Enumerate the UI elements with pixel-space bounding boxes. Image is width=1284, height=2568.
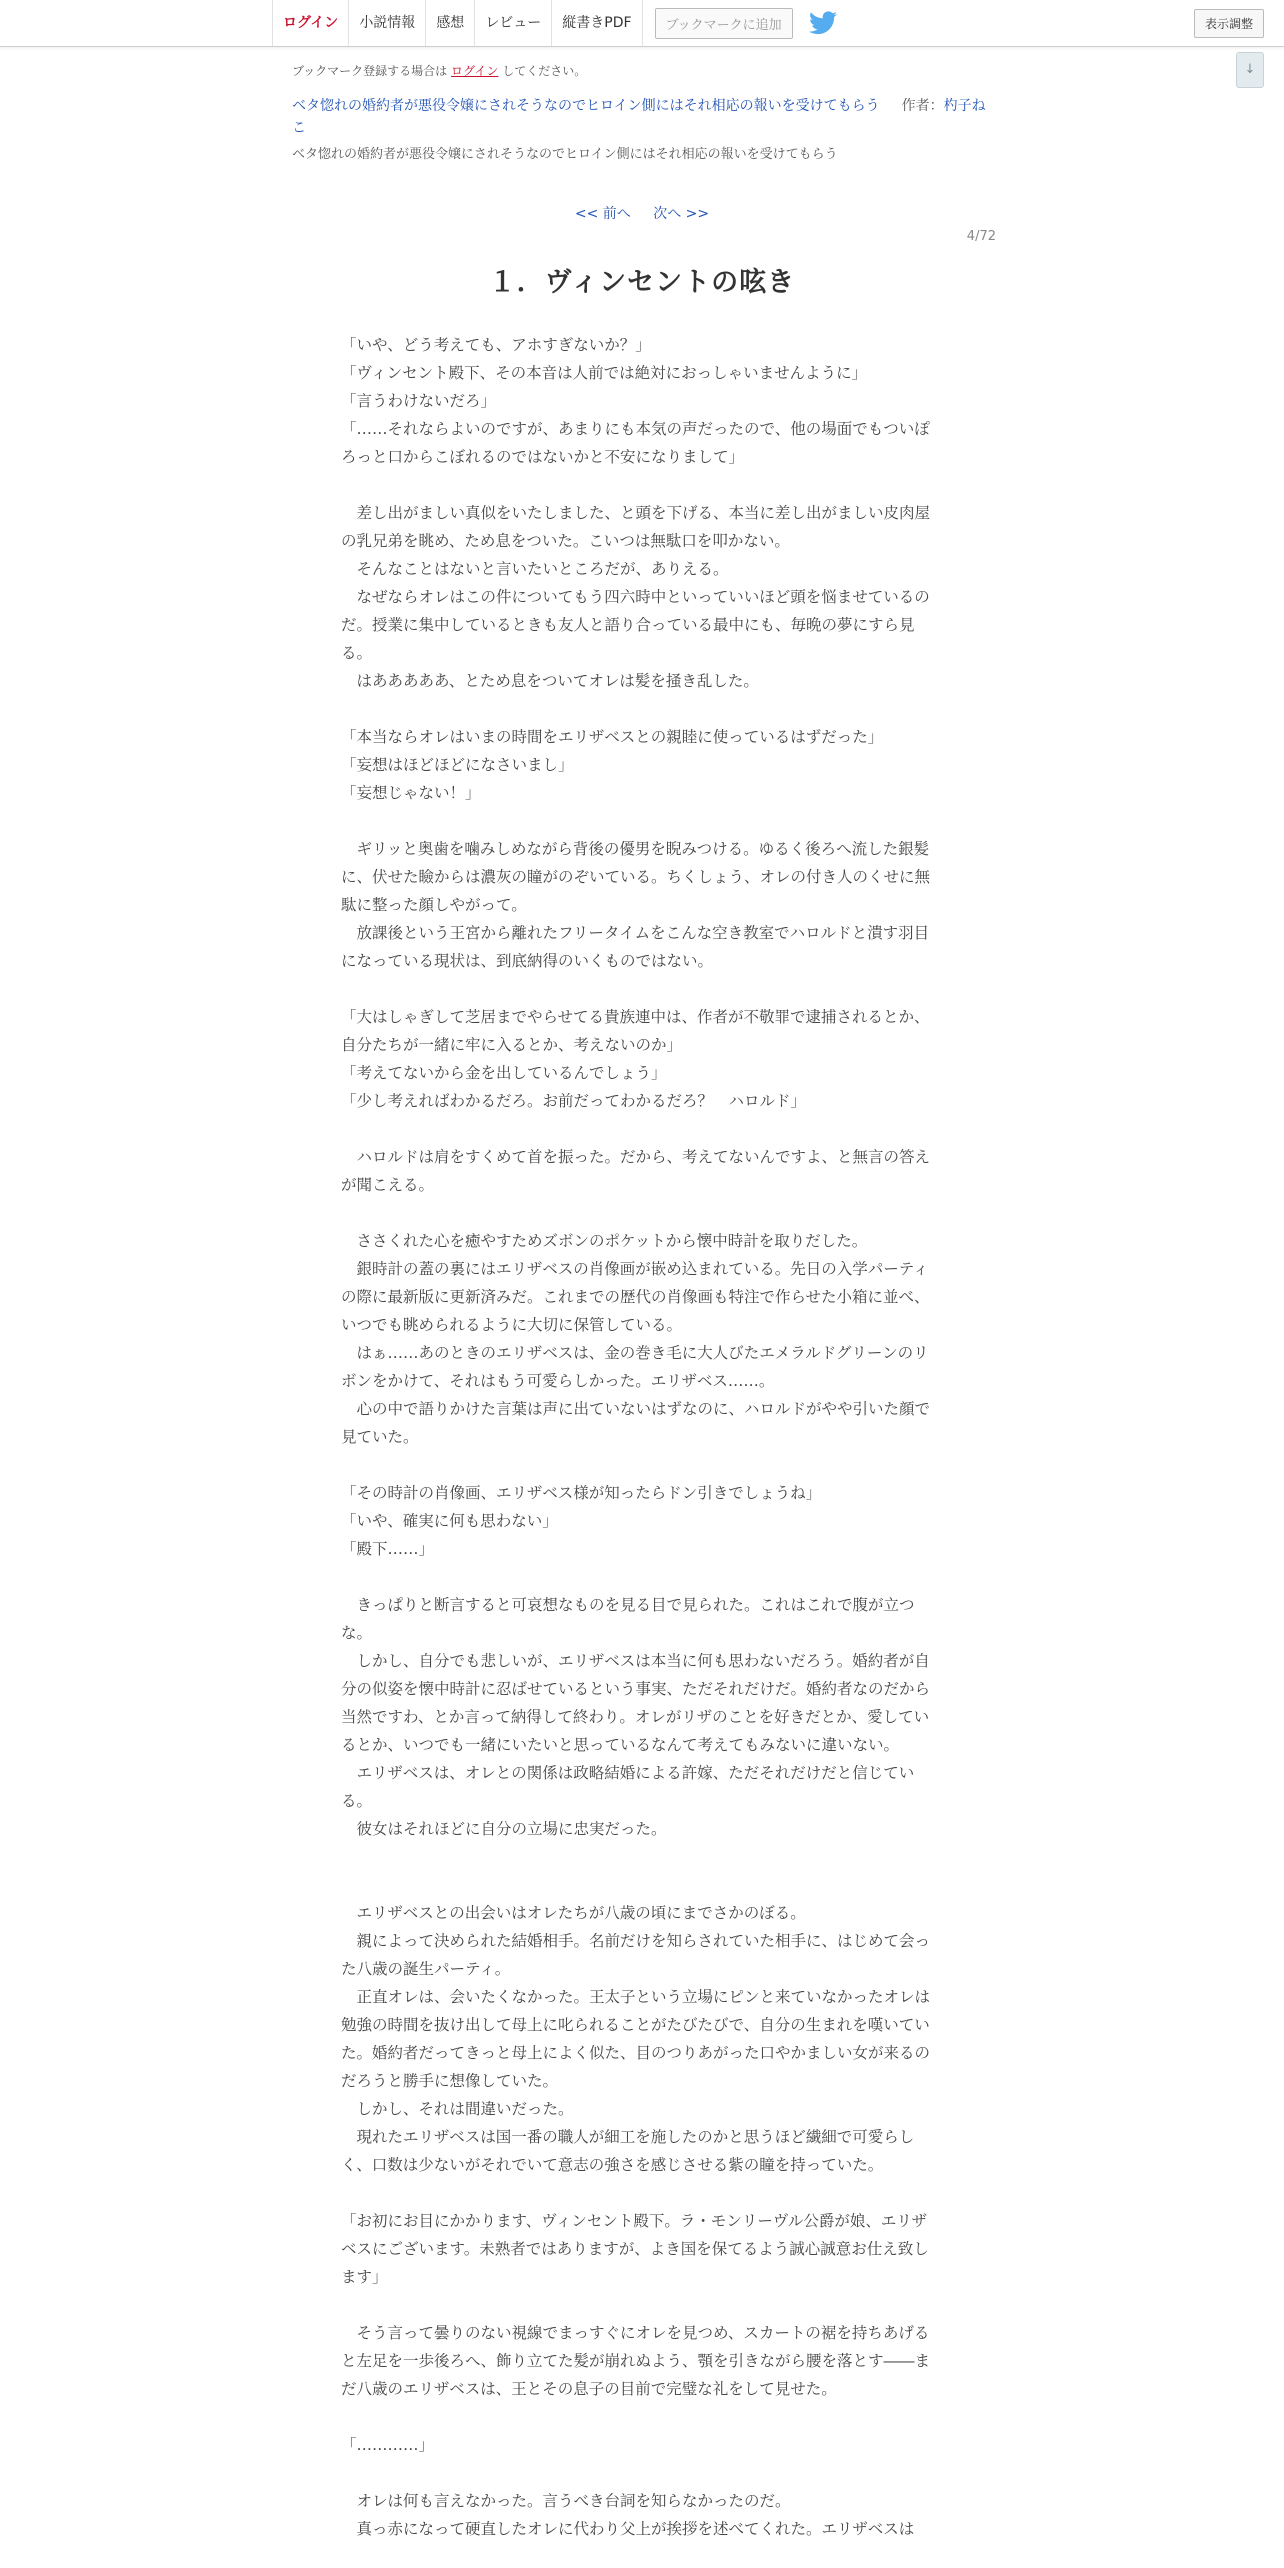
chapter-title: １．ヴィンセントの呟き [488, 267, 796, 298]
novel-title-link[interactable]: ベタ惚れの婚約者が悪役令嬢にされそうなのでヒロイン側にはそれ相応の報いを受けてもらう [292, 98, 880, 114]
bookmark-notice-login-link[interactable]: ログイン [451, 64, 499, 78]
body-paragraph [341, 807, 937, 835]
body-paragraph [341, 2291, 937, 2319]
body-paragraph: 親によって決められた結婚相手。名前だけを知らされていた相手に、はじめて会った八歳の誕生パーティ。 [341, 1932, 931, 1978]
body-paragraph: 「…………」 [341, 2436, 435, 2454]
body-paragraph: 「大はしゃぎして芝居までやらせてる貴族連中は、作者が不敬罪で逮捕されるとか、自分たちが一緒に牢に入るとか、考えないのか」 [341, 1008, 930, 1054]
bookmark-notice-suffix: してください。 [502, 64, 587, 78]
body-paragraph: 銀時計の蓋の裏にはエリザベスの肖像画が嵌め込まれている。先日の入学パーティの際に最新版に更新済みだ。これまでの歴代の肖像画も特注で作らせた小箱に並べ、いつでも眺められるように大切に保管している。 [341, 1260, 930, 1334]
body-paragraph: ささくれた心を癒やすためズボンのポケットから懐中時計を取りだした。 [341, 1232, 868, 1250]
scroll-down-icon[interactable]: ↓ [1236, 52, 1264, 88]
body-paragraph: 心の中で語りかけた言葉は声に出ていないはずなのに、ハロルドがやや引いた顔で見ていた。 [341, 1400, 931, 1446]
body-paragraph: 「ヴィンセント殿下、その本音は人前では絶対におっしゃいませんように」 [341, 364, 868, 382]
body-paragraph: 「考えてないから金を出しているんでしょう」 [341, 1064, 667, 1082]
body-paragraph: 正直オレは、会いたくなかった。王太子という立場にピンと来ていなかったオレは勉強の時間を抜け出して母上に叱られることがたびたびで、自分の生まれを嘆いていた。婚約者だってきっと母上によく似た、目のつりあがった口やかましい女が来るのだろうと勝手に想像していた。 [341, 1988, 931, 2090]
body-paragraph [341, 2179, 937, 2207]
nav-vertical-pdf-link[interactable]: 縦書きPDF [551, 0, 642, 46]
body-paragraph [341, 1871, 937, 1899]
body-paragraph [341, 1843, 937, 1871]
body-paragraph: 「いや、どう考えても、アホすぎないか？」 [341, 336, 651, 354]
body-paragraph: 「言うわけないだろ」 [341, 392, 497, 410]
chapter-counter: 4/72 [966, 229, 996, 244]
body-paragraph [341, 695, 937, 723]
body-paragraph: 放課後という王宮から離れたフリータイムをこんな空き教室でハロルドと潰す羽目になっている現状は、到底納得のいくものではない。 [341, 924, 930, 970]
add-bookmark-button[interactable]: ブックマークに追加 [655, 8, 793, 39]
body-paragraph: はあああああ、とため息をついてオレは髪を掻き乱した。 [341, 672, 759, 690]
top-navigation-bar [0, 0, 1284, 47]
body-paragraph [341, 471, 937, 499]
body-paragraph: 「少し考えればわかるだろ。お前だってわかるだろ？ ハロルド」 [341, 1092, 807, 1110]
body-paragraph: オレは何も言えなかった。言うべき台詞を知らなかったのだ。 [341, 2492, 791, 2510]
body-paragraph: 「妄想じゃない！」 [341, 784, 481, 802]
body-paragraph: 「いや、確実に何も思わない」 [341, 1512, 558, 1530]
body-paragraph: 「……それならよいのですが、あまりにも本気の声だったので、他の場面でもついぽろっと口からこぼれるのではないかと不安になりまして」 [341, 420, 930, 466]
body-paragraph: エリザベスとの出会いはオレたちが八歳の頃にまでさかのぼる。 [341, 1904, 806, 1922]
body-paragraph: しかし、それは間違いだった。 [341, 2100, 574, 2118]
body-paragraph: ハロルドは肩をすくめて首を振った。だから、考えてないんですよ、と無言の答えが聞こえる。 [341, 1148, 931, 1194]
prev-chapter-link[interactable]: << 前へ [574, 206, 631, 222]
novel-body-text [341, 331, 937, 2543]
body-paragraph: きっぱりと断言すると可哀想なものを見る目で見られた。これはこれで腹が立つな。 [341, 1596, 915, 1642]
body-paragraph: エリザベスは、オレとの関係は政略結婚による許嫁、ただそれだけだと信じている。 [341, 1764, 915, 1810]
body-paragraph [341, 1563, 937, 1591]
body-paragraph: 「お初にお目にかかります、ヴィンセント殿下。ラ・モンリーヴル公爵が娘、エリザベスにございます。未熟者ではありますが、よき国を保てるよう誠心誠意お仕え致します」 [341, 2212, 929, 2286]
bookmark-notice-prefix: ブックマーク登録する場合は [292, 64, 448, 78]
body-paragraph: ギリッと奥歯を噛みしめながら背後の優男を睨みつける。ゆるく後ろへ流した銀髪に、伏せた瞼からは濃灰の瞳がのぞいている。ちくしょう、オレの付き人のくせに無駄に整った顔しやがって。 [341, 840, 931, 914]
bookmark-notice [292, 62, 992, 79]
body-paragraph [341, 975, 937, 1003]
body-paragraph [341, 1451, 937, 1479]
nav-review-link[interactable]: レビュー [474, 0, 551, 46]
twitter-bird-icon[interactable] [809, 11, 837, 35]
author-label: 作者： [901, 98, 944, 114]
series-subtitle: ベタ惚れの婚約者が悪役令嬢にされそうなのでヒロイン側にはそれ相応の報いを受けてもらう [292, 147, 838, 162]
body-paragraph: そんなことはないと言いたいところだが、ありえる。 [341, 560, 729, 578]
body-paragraph: 「本当ならオレはいまの時間をエリザベスとの親睦に使っているはずだった」 [341, 728, 884, 746]
body-paragraph [341, 2403, 937, 2431]
novel-header [292, 62, 992, 162]
nav-impressions-link[interactable]: 感想 [425, 0, 474, 46]
body-paragraph [341, 1199, 937, 1227]
chapter-pager [0, 203, 1284, 223]
body-paragraph: 真っ赤になって硬直したオレに代わり父上が挨拶を述べてくれた。エリザベスは [341, 2520, 915, 2538]
title-row [292, 95, 992, 139]
body-paragraph: 「妄想はほどほどになさいまし」 [341, 756, 574, 774]
body-paragraph: 現れたエリザベスは国一番の職人が細工を施したのかと思うほど繊細で可愛らしく、口数は少ないがそれでいて意志の強さを感じさせる紫の瞳を持っていた。 [341, 2128, 915, 2174]
body-paragraph: そう言って曇りのない視線でまっすぐにオレを見つめ、スカートの裾を持ちあげると左足を一歩後ろへ、飾り立てた髪が崩れぬよう、顎を引きながら腰を落とす――まだ八歳のエリザベスは、王とその息子の目前で完璧な礼をして見せた。 [341, 2324, 931, 2398]
body-paragraph: しかし、自分でも悲しいが、エリザベスは本当に何も思わないだろう。婚約者が自分の似姿を懐中時計に忍ばせているという事実、ただそれだけだ。婚約者なのだから当然ですわ、とか言って納得して終わり。オレがリザのことを好きだとか、愛しているとか、いつでも一緒にいたいと思っているなんて考えてもみないに違いない。 [341, 1652, 931, 1754]
display-settings-button[interactable]: 表示調整 [1194, 9, 1264, 38]
body-paragraph: 「殿下……」 [341, 1540, 435, 1558]
body-paragraph [341, 1115, 937, 1143]
body-paragraph: 彼女はそれほどに自分の立場に忠実だった。 [341, 1820, 667, 1838]
nav-novel-info-link[interactable]: 小説情報 [348, 0, 425, 46]
next-chapter-link[interactable]: 次へ >> [653, 206, 710, 222]
body-paragraph: なぜならオレはこの件についてもう四六時中といっていいほど頭を悩ませているのだ。授業に集中しているときも友人と語り合っている最中にも、毎晩の夢にすら見る。 [341, 588, 930, 662]
body-paragraph [341, 2459, 937, 2487]
main-nav [272, 0, 837, 46]
author-link[interactable]: 杓子ねこ [292, 98, 986, 136]
nav-login-link[interactable]: ログイン [272, 0, 348, 46]
body-paragraph: 「その時計の肖像画、エリザベス様が知ったらドン引きでしょうね」 [341, 1484, 822, 1502]
body-paragraph: 差し出がましい真似をいたしました、と頭を下げる、本当に差し出がましい皮肉屋の乳兄弟を眺め、ため息をついた。こいつは無駄口を叩かない。 [341, 504, 931, 550]
body-paragraph: はぁ……あのときのエリザベスは、金の巻き毛に大人びたエメラルドグリーンのリボンをかけて、それはもう可愛らしかった。エリザベス……。 [341, 1344, 929, 1390]
